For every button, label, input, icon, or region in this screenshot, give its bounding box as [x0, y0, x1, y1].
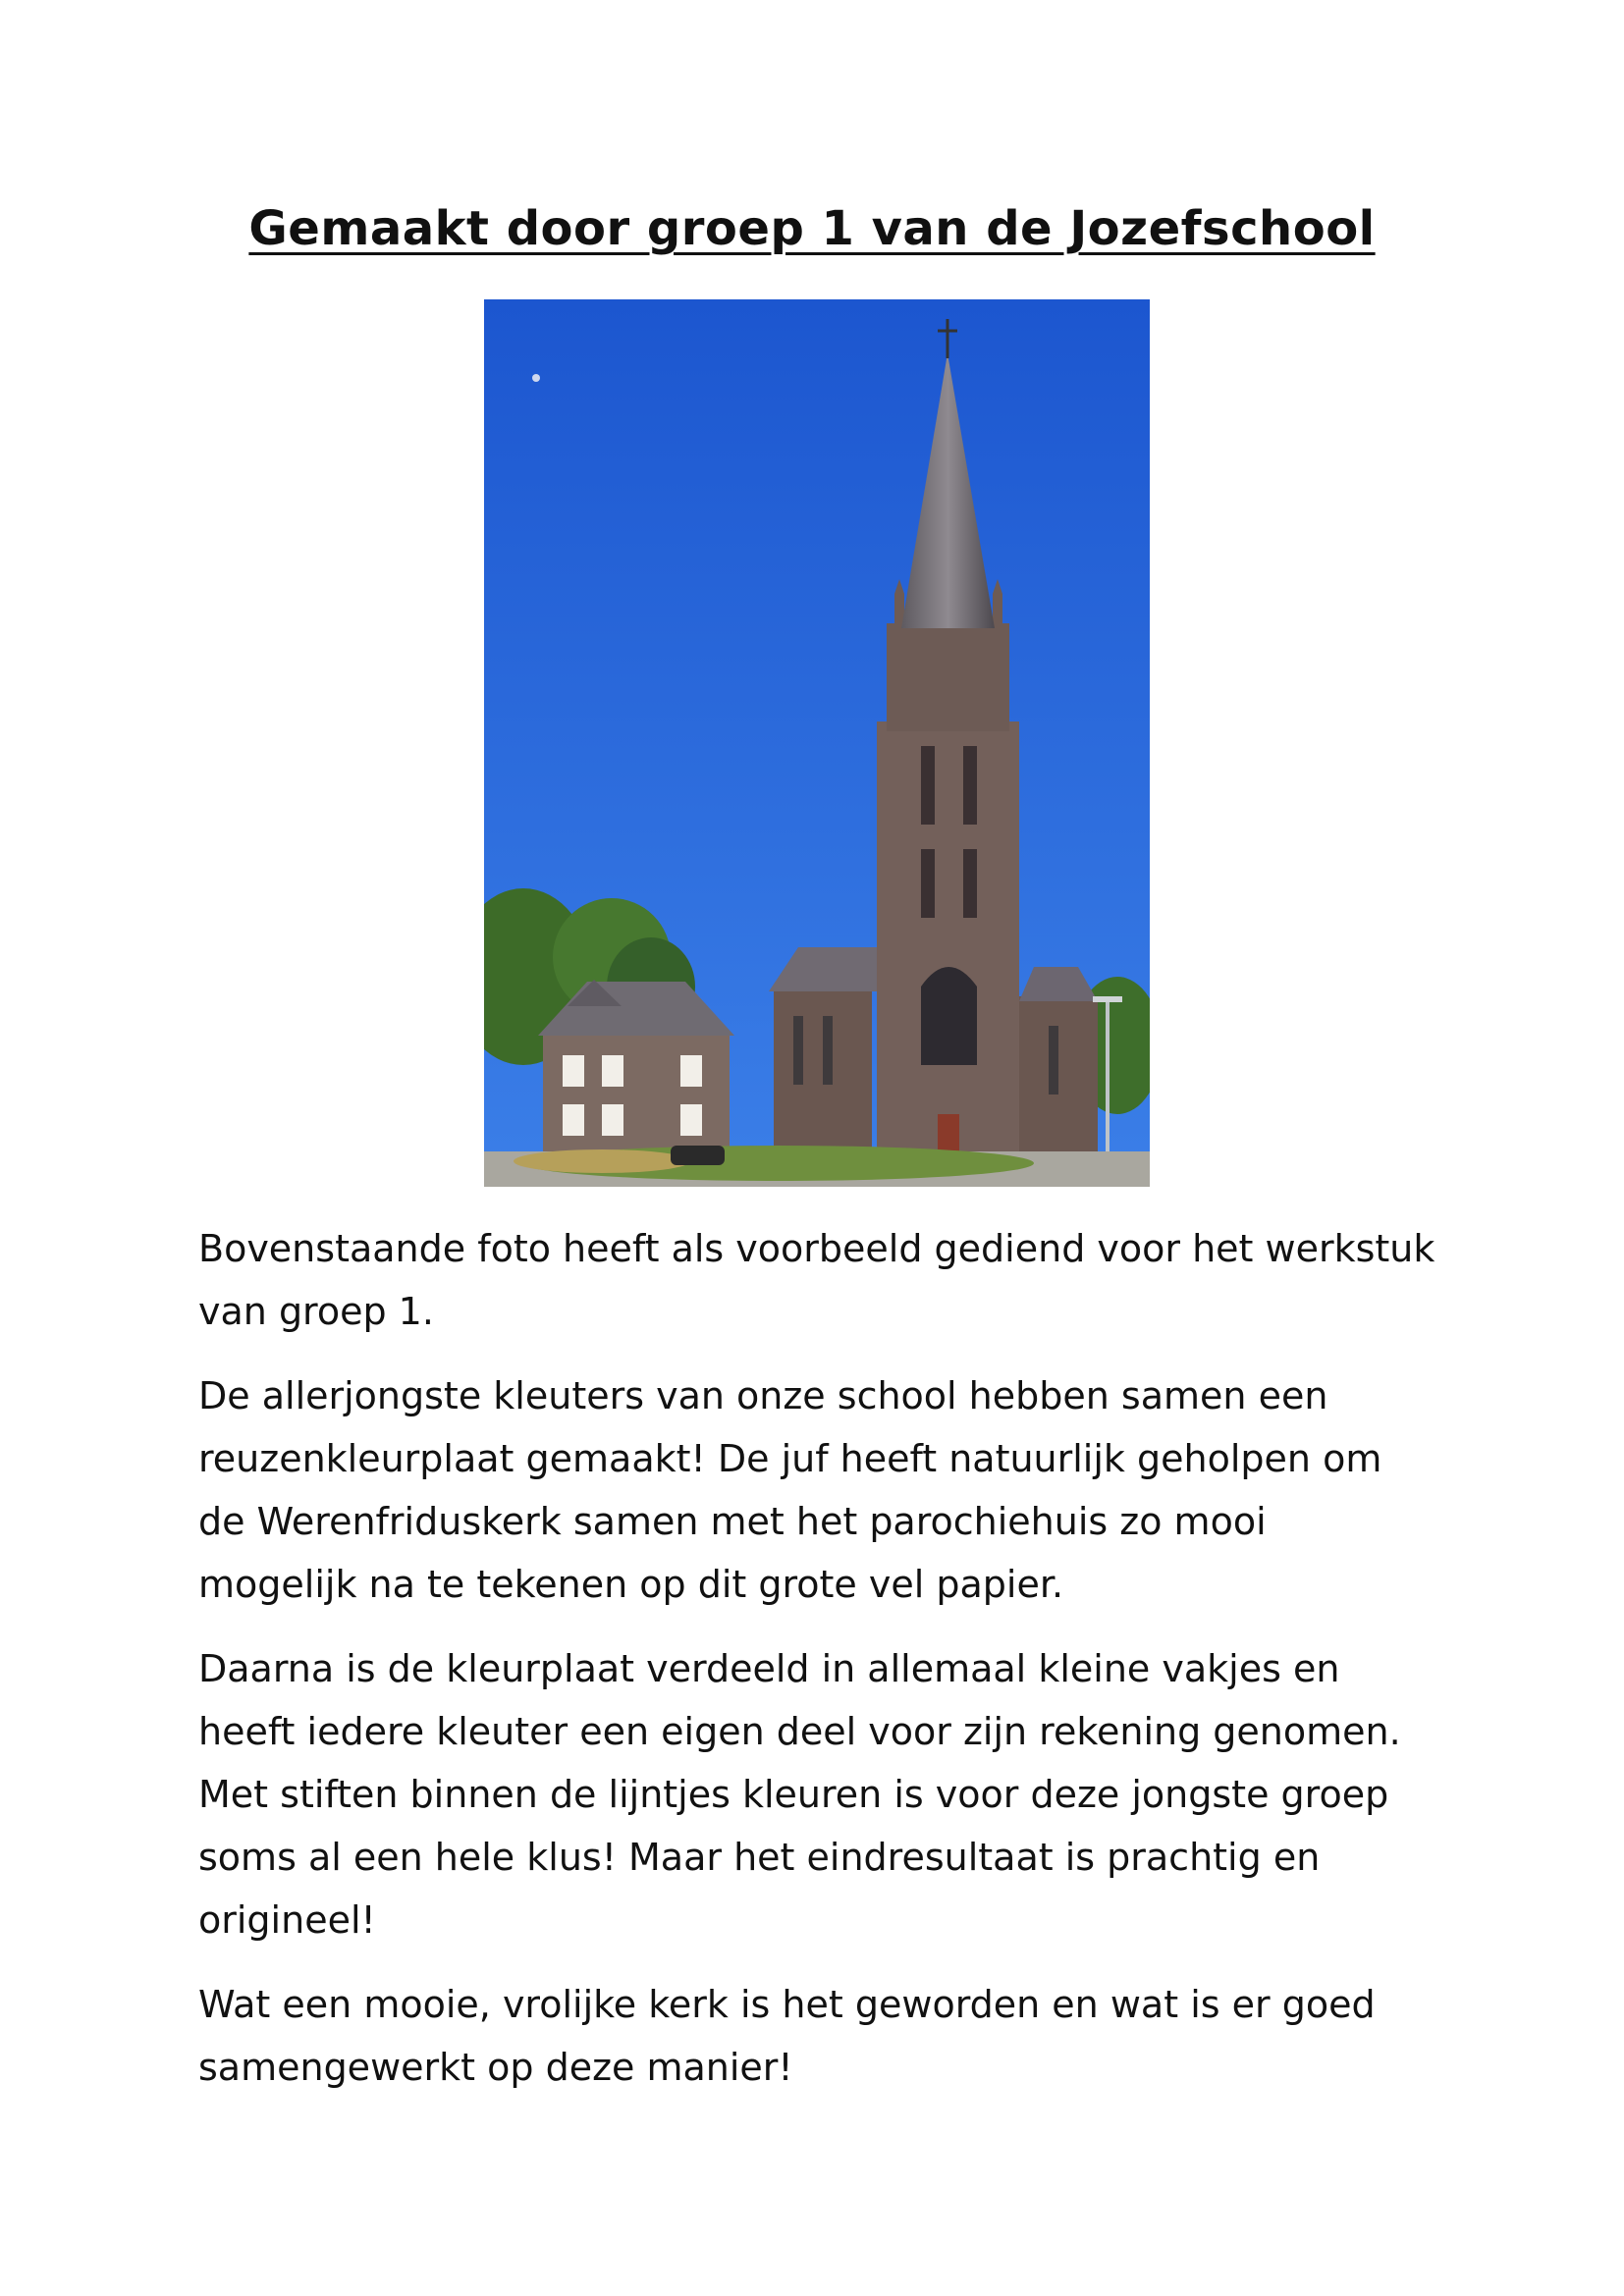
car	[671, 1146, 725, 1165]
page-title: Gemaakt door groep 1 van de Jozefschool	[248, 201, 1376, 256]
parish-house	[538, 980, 734, 1158]
paragraph: Wat een mooie, vrolijke kerk is het geworden en wat is er goed samengewerkt op deze manier!	[198, 1983, 1376, 2089]
church-photo	[484, 299, 1150, 1187]
paragraph: Bovenstaande foto heeft als voorbeeld gediend voor het werkstuk van groep 1.	[198, 1227, 1435, 1333]
paragraph: De allerjongste kleuters van onze school hebben samen een reuzenkleurplaat gemaakt! De juf heeft natuurlijk geholpen om de Werenfriduskerk samen met het parochiehuis zo mooi mogelijk na te tekenen op dit grote vel papier.	[198, 1374, 1382, 1606]
paragraph: Daarna is de kleurplaat verdeeld in allemaal kleine vakjes en heeft iedere kleuter een eigen deel voor zijn rekening genomen. Met stiften binnen de lijntjes kleuren is voor deze jongste groep soms al een hele klus! Maar het eindresultaat is prachtig en origineel!	[198, 1647, 1401, 1942]
body-text	[198, 1217, 1435, 2120]
church-tower	[877, 579, 1019, 1163]
moon	[532, 374, 540, 382]
